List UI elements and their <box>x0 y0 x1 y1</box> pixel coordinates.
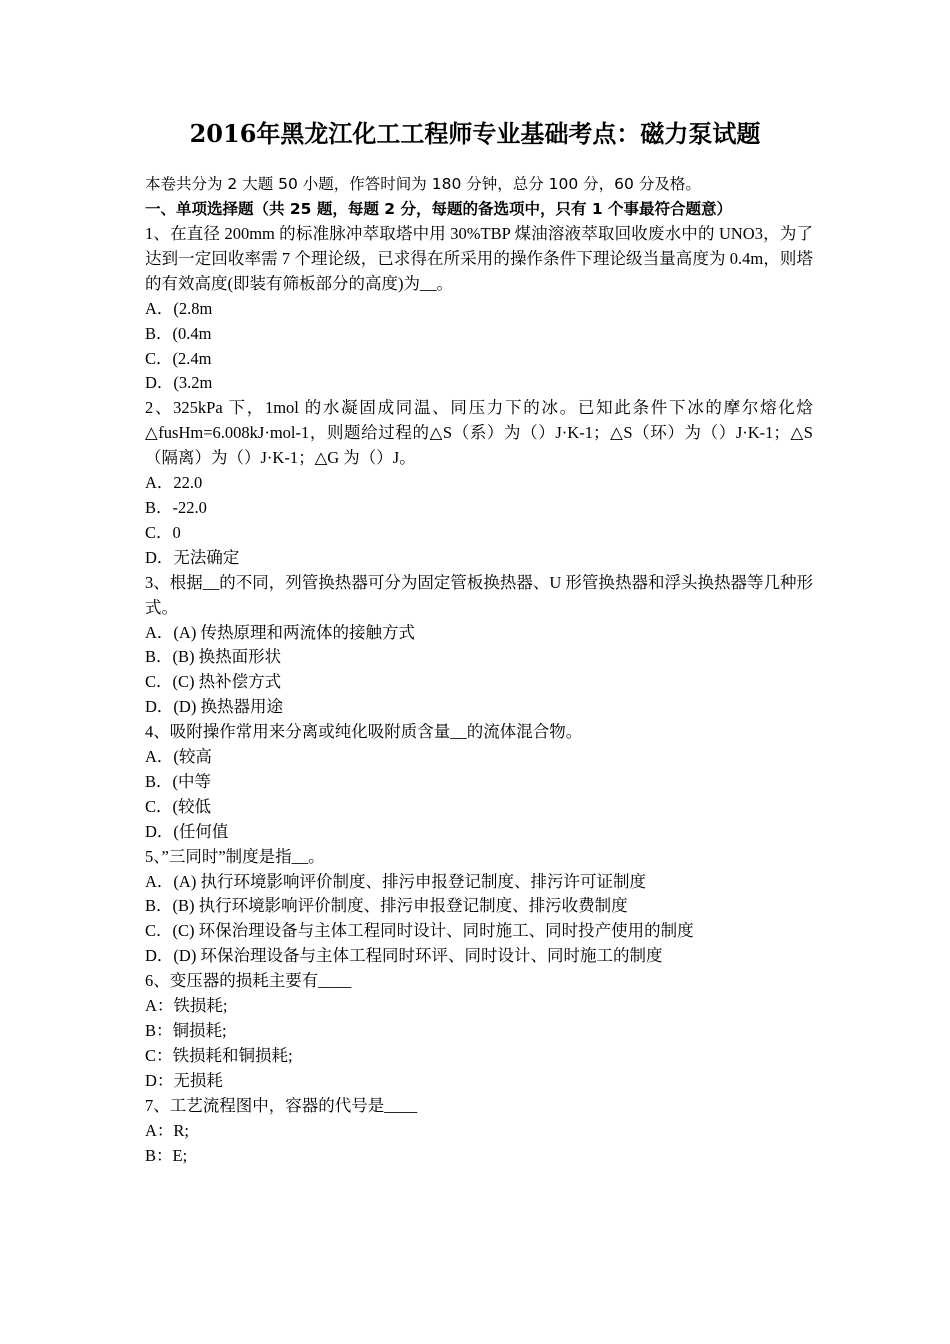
option-c: C．(较低 <box>145 796 211 816</box>
question-text: 4、吸附操作常用来分离或纯化吸附质含量__的流体混合物。 <box>145 722 583 742</box>
question-2 <box>145 396 813 570</box>
exam-intro: 本卷共分为 2 大题 50 小题，作答时间为 180 分钟，总分 100 分，60 分及格。 <box>145 175 701 193</box>
option-b: B：铜损耗; <box>145 1021 227 1040</box>
option-d: D：无损耗 <box>145 1070 223 1090</box>
option-b: B．(中等 <box>145 771 211 791</box>
question-text: 5、”三同时”制度是指__。 <box>145 846 325 866</box>
question-text: 1、在直径 200mm 的标准脉冲萃取塔中用 30%TBP 煤油溶液萃取回收废水中的 UNO3，为了达到一定回收率需 7 个理论级，已求得在所采用的操作条件下理论级当量高度为 0.4m，则塔的有效高度(即装有筛板部分的高度)为__。 <box>145 224 813 293</box>
document-title: 2016年黑龙江化工工程师专业基础考点：磁力泵试题 <box>189 119 761 148</box>
option-a: A．(较高 <box>145 747 212 767</box>
question-7 <box>145 1094 813 1169</box>
option-a: A．(A) 传热原理和两流体的接触方式 <box>145 622 415 642</box>
option-a: A．(2.8m <box>145 298 213 318</box>
option-c: C．0 <box>145 522 181 542</box>
question-text: 3、根据__的不同，列管换热器可分为固定管板换热器、U 形管换热器和浮头换热器等几种形式。 <box>145 572 813 617</box>
question-6 <box>145 969 813 1094</box>
option-b: B：E; <box>145 1145 188 1165</box>
option-d: D．(D) 换热器用途 <box>145 697 283 717</box>
option-a: A：铁损耗; <box>145 996 228 1016</box>
question-text: 7、工艺流程图中，容器的代号是____ <box>145 1095 418 1115</box>
question-text: 6、变压器的损耗主要有____ <box>145 971 352 991</box>
option-c: C．(C) 热补偿方式 <box>145 672 282 692</box>
option-c: C．(2.4m <box>145 348 212 368</box>
option-b: B．(0.4m <box>145 323 212 343</box>
option-d: D．(D) 环保治理设备与主体工程同时环评、同时设计、同时施工的制度 <box>145 946 663 966</box>
option-d: D．(任何值 <box>145 821 229 841</box>
option-b: B．-22.0 <box>145 497 207 517</box>
section-heading: 一、单项选择题（共 25 题，每题 2 分，每题的备选项中，只有 1 个事最符合题意） <box>145 200 733 218</box>
option-a: A：R; <box>145 1120 190 1140</box>
option-a: A．22.0 <box>145 473 203 493</box>
option-c: C．(C) 环保治理设备与主体工程同时设计、同时施工、同时投产使用的制度 <box>145 921 694 941</box>
question-1 <box>145 222 813 396</box>
question-4 <box>145 720 813 845</box>
question-3 <box>145 571 813 720</box>
question-text: 2、325kPa 下，1mol 的水凝固成同温、同压力下的冰。已知此条件下冰的摩尔熔化焓△fusHm=6.008kJ·mol-1，则题给过程的△S（系）为（）J·K-1；△S（环）为（）J·K-1；△S（隔离）为（）J·K-1；△G 为（）J。 <box>145 398 813 468</box>
question-5 <box>145 845 813 970</box>
option-d: D．无法确定 <box>145 547 240 567</box>
option-c: C：铁损耗和铜损耗; <box>145 1045 293 1065</box>
option-a: A．(A) 执行环境影响评价制度、排污申报登记制度、排污许可证制度 <box>145 871 646 891</box>
document-body <box>145 172 813 1168</box>
option-d: D．(3.2m <box>145 373 213 393</box>
option-b: B．(B) 换热面形状 <box>145 647 282 667</box>
option-b: B．(B) 执行环境影响评价制度、排污申报登记制度、排污收费制度 <box>145 896 628 916</box>
